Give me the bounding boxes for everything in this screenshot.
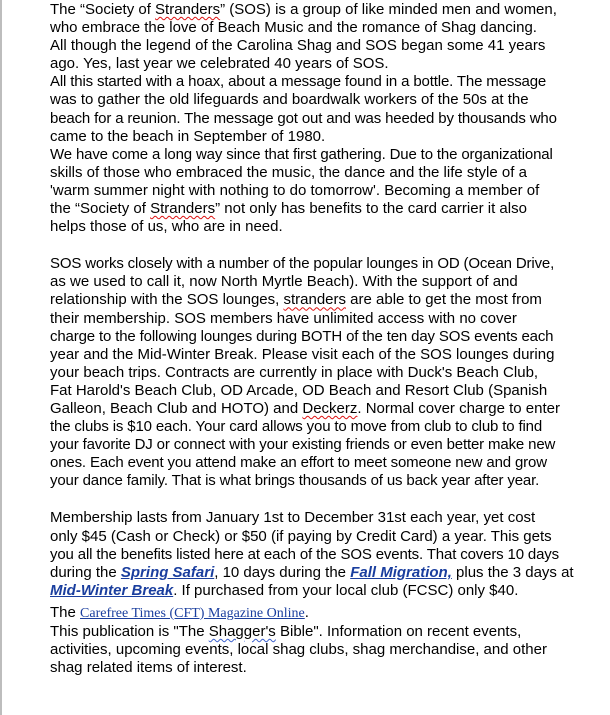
left-margin-rule — [0, 0, 2, 715]
spellcheck-word: stranders — [283, 291, 346, 309]
paragraph-about-sos: The “Society of Stranders” (SOS) is a group of like minded men and women, who embrace the love of Beach Music and the romance of Shag dancing. All though the legend of the Carolina Shag and SOS began some 41 years ago. Yes, last year we celebrated 40 years of SOS. All this started with a hoax, about a message found in a bottle. The message was to gather the old lifeguards and boardwalk workers of the 50s at the beach for a reunion. The message got out and was heeded by thousands who came to the beach in September of 1980. We have come a long way since that first gathering. Due to the organizational skills of those who embraced the music, the dance and the life style of a 'warm summer night with nothing to do tomorrow'. Becoming a member of the “Society of Stranders” not only has benefits to the card carrier it also helps those of us, who are in need. — [50, 1, 557, 236]
spellcheck-word: Deckerz — [302, 399, 358, 417]
spellcheck-word: Stranders — [155, 1, 221, 18]
spellcheck-word: Stranders — [150, 200, 216, 218]
mid-winter-break-link[interactable]: Mid-Winter Break — [50, 581, 174, 599]
fall-migration-link[interactable]: Fall Migration, — [350, 563, 452, 581]
spellcheck-word: Shagger's — [208, 623, 276, 640]
paragraph-membership: Membership lasts from January 1st to December 31st each year, yet cost only $45 (Cash or Check) or $50 (if paying by Credit Card) a year. This gets you all the benefits listed here at each of the SOS events. That covers 10 days during the Spring Safari, 10 days during the Fall Migration, plus the 3 days at Mid-Winter Break. If purchased from your local club (FCSC) only $40. — [50, 509, 574, 599]
carefree-times-link[interactable]: Carefree Times (CFT) Magazine Online — [80, 605, 305, 621]
document-body — [50, 1, 606, 677]
spring-safari-link[interactable]: Spring Safari — [120, 563, 215, 581]
paragraph-lounges: SOS works closely with a number of the popular lounges in OD (Ocean Drive, as we used to call it, now North Myrtle Beach). With the support of and relationship with the SOS lounges, stranders are able to get the most from their membership. SOS members have unlimited access with no cover charge to the following lounges during BOTH of the ten day SOS events each year and the Mid-Winter Break. Please visit each of the SOS lounges during your beach trips. Contracts are currently in place with Duck's Beach Club, Fat Harold's Beach Club, OD Arcade, OD Beach and Resort Club (Spanish Galleon, Beach Club and HOTO) and Deckerz. Normal cover charge to enter the clubs is $10 each. Your card allows you to move from club to club to find your favorite DJ or connect with your existing friends or even better make new ones. Each event you attend make an effort to meet someone new and grow your dance family. That is what brings thousands of us back year after year. — [50, 255, 560, 490]
paragraph-carefree-times: The Carefree Times (CFT) Magazine Online. This publication is "The Shagger's Bible". Information on recent events, activities, upcoming events, local shag clubs, shag merchandise, and other shag related items of interest. — [50, 603, 547, 677]
